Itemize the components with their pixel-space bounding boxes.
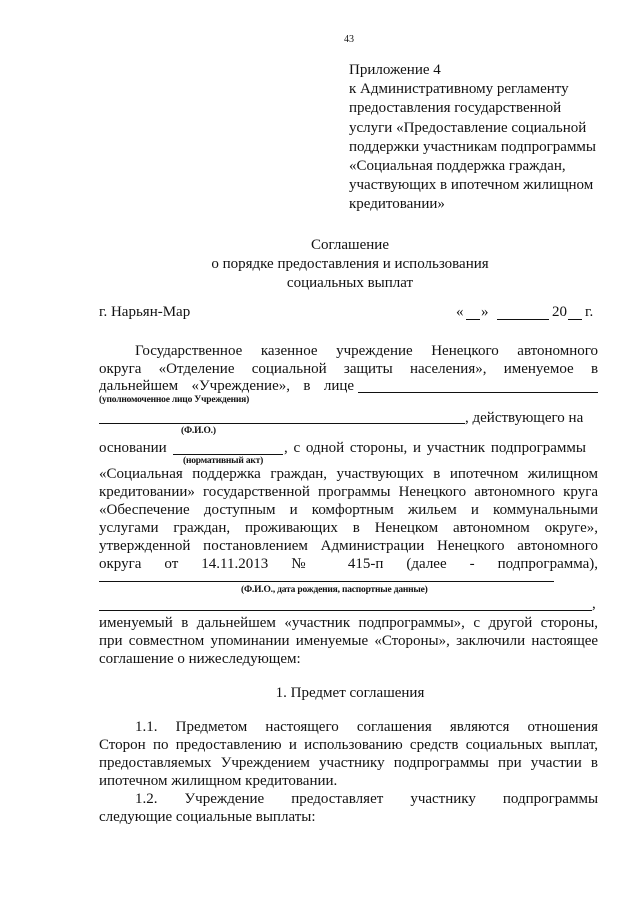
appendix-line: поддержки участникам подпрограммы xyxy=(349,138,597,155)
appendix-line: Приложение 4 xyxy=(349,62,441,78)
date-open-quote: « xyxy=(456,304,464,320)
preamble-line: округа от 14.11.2013 № 415-п (далее - подпрограмма), xyxy=(99,556,599,572)
preamble-line: при совместном упоминании именуемые «Стороны», заключили настоящее xyxy=(99,633,599,649)
paragraph-line: следующие социальные выплаты: xyxy=(99,809,316,825)
page-number: 43 xyxy=(344,34,354,45)
preamble-line: соглашение о нижеследующем: xyxy=(99,651,301,667)
fio-blank xyxy=(99,423,465,424)
participant-comma: , xyxy=(592,596,596,612)
title-line: социальных выплат xyxy=(286,275,414,291)
appendix-line: участвующих в ипотечном жилищном xyxy=(349,177,594,194)
preamble-line: «Обеспечение доступным и комфортным жильем и коммунальными xyxy=(99,502,599,518)
date-year-prefix: 20 xyxy=(552,304,567,320)
section-heading: 1. Предмет соглашения xyxy=(275,685,425,701)
appendix-line: предоставления государственной xyxy=(349,100,562,117)
preamble-line: Государственное казенное учреждение Ненецкого автономного xyxy=(135,343,599,359)
acting-on-text: , действующего на xyxy=(465,410,584,426)
paragraph-line: 1.2. Учреждение предоставляет участнику подпрограммы xyxy=(135,791,599,807)
paragraph-line: 1.1. Предметом настоящего соглашения являются отношения xyxy=(135,719,599,735)
appendix-block xyxy=(349,61,596,215)
hint-fio: (Ф.И.О.) xyxy=(181,426,216,436)
preamble-line: именуемый в дальнейшем «участник подпрограммы», с другой стороны, xyxy=(99,615,599,631)
preamble-line: услугами граждан, проживающих в Ненецком автономном округе», xyxy=(99,520,599,536)
place: г. Нарьян-Мар xyxy=(99,304,191,320)
appendix-line: услуги «Предоставление социальной xyxy=(349,119,587,136)
title-line: Соглашение xyxy=(311,237,389,253)
appendix-line: к Административному регламенту xyxy=(349,81,569,98)
basis-blank xyxy=(173,454,283,455)
date-year-suffix: г. xyxy=(585,304,594,320)
date-year-blank xyxy=(568,319,582,320)
date-month-blank xyxy=(497,319,549,320)
paragraph-line: предоставляемых Учреждением участнику подпрограммы при участии в xyxy=(99,755,598,771)
hint-authorized-person: (уполномоченное лицо Учреждения) xyxy=(99,395,250,405)
title-line: о порядке предоставления и использования xyxy=(211,256,489,272)
date-close-quote: » xyxy=(481,304,489,320)
hint-participant: (Ф.И.О., дата рождения, паспортные данные) xyxy=(241,585,428,595)
participant-blank-1 xyxy=(99,581,554,582)
preamble-line: «Социальная поддержка граждан, участвующих в ипотечном жилищном xyxy=(99,466,598,482)
appendix-line: «Социальная поддержка граждан, xyxy=(349,158,566,175)
date-day-blank xyxy=(466,319,480,320)
preamble-line: утвержденной постановлением Администрации Ненецкого автономного xyxy=(99,538,599,554)
paragraph-line: ипотечном жилищном кредитовании. xyxy=(99,773,338,789)
basis-rest: , с одной стороны, и участник подпрограммы xyxy=(284,440,586,456)
hint-normative-act: (нормативный акт) xyxy=(183,456,264,466)
participant-blank-2 xyxy=(99,610,592,611)
appendix-line: кредитовании» xyxy=(349,196,445,213)
preamble-line: кредитовании» государственной программы Ненецкого автономного круга xyxy=(99,484,599,500)
authorized-person-blank xyxy=(358,392,598,393)
preamble-line: округа «Отделение социальной защиты населения», именуемое в xyxy=(99,361,599,377)
preamble-line: дальнейшем «Учреждение», в лице xyxy=(99,378,355,394)
document-title xyxy=(150,236,550,293)
paragraph-line: Сторон по предоставлению и использованию средств социальных выплат, xyxy=(99,737,599,753)
basis-label: основании xyxy=(99,440,167,456)
